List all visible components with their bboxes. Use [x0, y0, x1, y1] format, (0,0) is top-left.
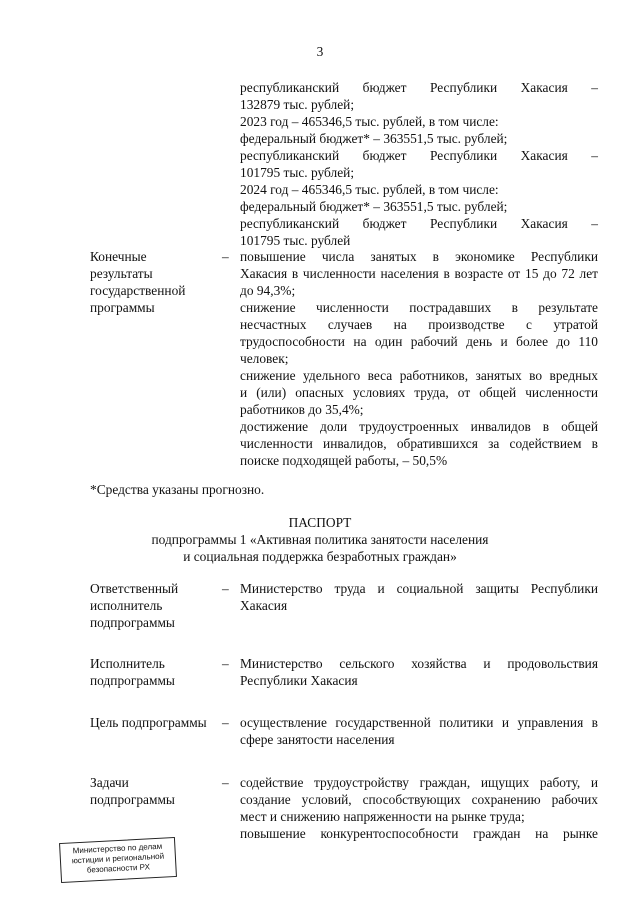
- tasks-line-3: мест и снижению напряженности на рынке труда;: [240, 809, 525, 824]
- goal-line-1: осуществление государственной политики и управления в: [240, 715, 598, 730]
- executor-dash: –: [222, 656, 229, 671]
- results-line-7: человек;: [240, 351, 289, 366]
- tasks-line-1: содействие трудоустройству граждан, ищущих работу, и: [240, 775, 598, 790]
- budget-line-5: республиканский бюджет Республики Хакасия –: [240, 148, 598, 163]
- responsible-label: Ответственный исполнитель подпрограммы: [90, 581, 179, 630]
- passport-subtitle-1: подпрограммы 1 «Активная политика занятости населения: [151, 532, 489, 547]
- budget-line-4: федеральный бюджет* – 363551,5 тыс. рублей;: [240, 131, 508, 146]
- results-line-10: работников до 35,4%;: [240, 402, 364, 417]
- tasks-label: Задачи подпрограммы: [90, 775, 175, 807]
- results-line-11: достижение доли трудоустроенных инвалидов в общей: [240, 419, 598, 434]
- passport-title: ПАСПОРТ: [288, 515, 352, 530]
- results-line-9: и (или) опасных условиях труда, от общей численности: [240, 385, 598, 400]
- responsible-line-2: Хакасия: [240, 598, 288, 613]
- executor-line-1: Министерство сельского хозяйства и продовольствия: [240, 656, 598, 671]
- tasks-line-2: создание условий, способствующих сохранению рабочих: [240, 792, 598, 807]
- executor-label: Исполнитель подпрограммы: [90, 656, 175, 688]
- goal-line-2: сфере занятости населения: [240, 732, 395, 747]
- results-line-12: численности инвалидов, обратившихся за содействием в: [240, 436, 598, 451]
- ministry-stamp: Министерство по делам юстиции и региональной безопасности РХ: [59, 837, 177, 883]
- goal-label: Цель подпрограммы: [90, 715, 207, 730]
- goal-dash: –: [222, 715, 229, 730]
- results-line-5: несчастных случаев на производстве с утратой: [240, 317, 598, 332]
- tasks-line-4: повышение конкурентоспособности граждан на рынке: [240, 826, 598, 841]
- responsible-dash: –: [222, 581, 229, 596]
- budget-line-1: республиканский бюджет Республики Хакасия –: [240, 80, 598, 95]
- footnote: *Средства указаны прогнозно.: [90, 482, 265, 497]
- results-line-2: Хакасия в численности населения в возрасте от 15 до 72 лет: [240, 266, 598, 281]
- responsible-line-1: Министерство труда и социальной защиты Республики: [240, 581, 598, 596]
- results-line-13: поиске подходящей работы, – 50,5%: [240, 453, 448, 468]
- results-line-4: снижение численности пострадавших в результате: [240, 300, 598, 315]
- results-line-1: повышение числа занятых в экономике Республики: [240, 249, 598, 264]
- budget-line-7: 2024 год – 465346,5 тыс. рублей, в том числе:: [240, 182, 499, 197]
- budget-line-8: федеральный бюджет* – 363551,5 тыс. рублей;: [240, 199, 508, 214]
- budget-line-9: республиканский бюджет Республики Хакасия –: [240, 216, 598, 231]
- budget-line-3: 2023 год – 465346,5 тыс. рублей, в том числе:: [240, 114, 499, 129]
- budget-line-2: 132879 тыс. рублей;: [240, 97, 355, 112]
- results-line-8: снижение удельного веса работников, занятых во вредных: [240, 368, 598, 383]
- page-number: 3: [316, 44, 324, 59]
- budget-line-10: 101795 тыс. рублей: [240, 233, 351, 248]
- budget-line-6: 101795 тыс. рублей;: [240, 165, 355, 180]
- results-label: Конечные результаты государственной программы: [90, 249, 186, 315]
- tasks-dash: –: [222, 775, 229, 790]
- results-line-6: трудоспособности на один рабочий день и более до 110: [240, 334, 598, 349]
- executor-line-2: Республики Хакасия: [240, 673, 358, 688]
- results-dash: –: [222, 249, 229, 264]
- results-line-3: до 94,3%;: [240, 283, 296, 298]
- passport-subtitle-2: и социальная поддержка безработных граждан»: [183, 549, 457, 564]
